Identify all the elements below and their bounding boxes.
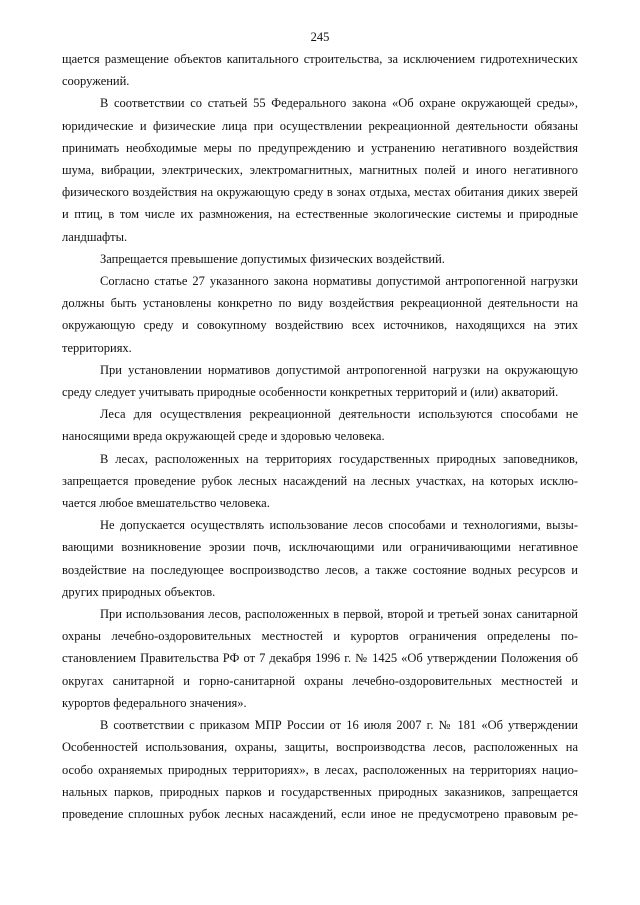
paragraph: В соответствии со статьей 55 Федерального закона «Об охране окружающей среды», юридические и физические лица при осуществлении рекреационной деятельности обязаны принимать необходимые меры по предупреждению и устранению негативного воздействия шума, вибрации, электрических, электромагнитных, магнитных полей и иного негативного физического воздействия на окружающую среду в зонах отдыха, местах обитания диких зверей и птиц, в том числе их размножения, на естественные экологические системы и природные ландшафты. (62, 96, 578, 244)
paragraph: В лесах, расположенных на территориях государственных природных заповедников, запрещается проведение рубок лесных насаждений на лесных участках, на которых исключается любое вмешательство человека. (62, 451, 578, 511)
paragraph-continuation: щается размещение объектов капитального строительства, за исключением гидротехнических сооружений. (62, 52, 578, 89)
paragraph: В соответствии с приказом МПР России от 16 июля 2007 г. № 181 «Об утверждении Особенностей использования, охраны, защиты, воспроизводства лесов, расположенных на особо охраняемых природных территориях», в лесах, расположенных на территориях национальных парков, природных парков и государственных природных заказников, запрещается проведение сплошных рубок лесных насаждений, если иное не предусмотрено правовым ре- (62, 718, 578, 821)
paragraph: При использования лесов, расположенных в первой, второй и третьей зонах санитарной охраны лечебно-оздоровительных местностей и курортов ограничения определены постановлением Правительства РФ от 7 декабря 1996 г. № 1425 «Об утверждении Положения об округах санитарной и горно-санитарной охраны лечебно-оздоровительных местностей и курортов федерального значения». (62, 607, 578, 710)
paragraph: Не допускается осуществлять использование лесов способами и технологиями, вызывающими возникновение эрозии почв, исключающими или ограничивающими негативное воздействие на последующее воспроизводство лесов, а также состояние водных ресурсов и других природных объектов. (62, 518, 578, 599)
paragraph: Согласно статье 27 указанного закона нормативы допустимой антропогенной нагрузки должны быть установлены конкретно по виду воздействия рекреационной деятельности на окружающую среду и совокупному воздействию всех источников, находящихся на этих территориях. (62, 274, 578, 355)
paragraph: При установлении нормативов допустимой антропогенной нагрузки на окружающую среду следует учитывать природные особенности конкретных территорий и (или) акваторий. (62, 362, 578, 400)
page-number: 245 (310, 30, 330, 44)
paragraph: Запрещается превышение допустимых физических воздействий. (100, 251, 445, 266)
paragraph: Леса для осуществления рекреационной деятельности используются способами не наносящими вреда окружающей среде и здоровью человека. (62, 407, 578, 444)
document-body (62, 48, 578, 825)
